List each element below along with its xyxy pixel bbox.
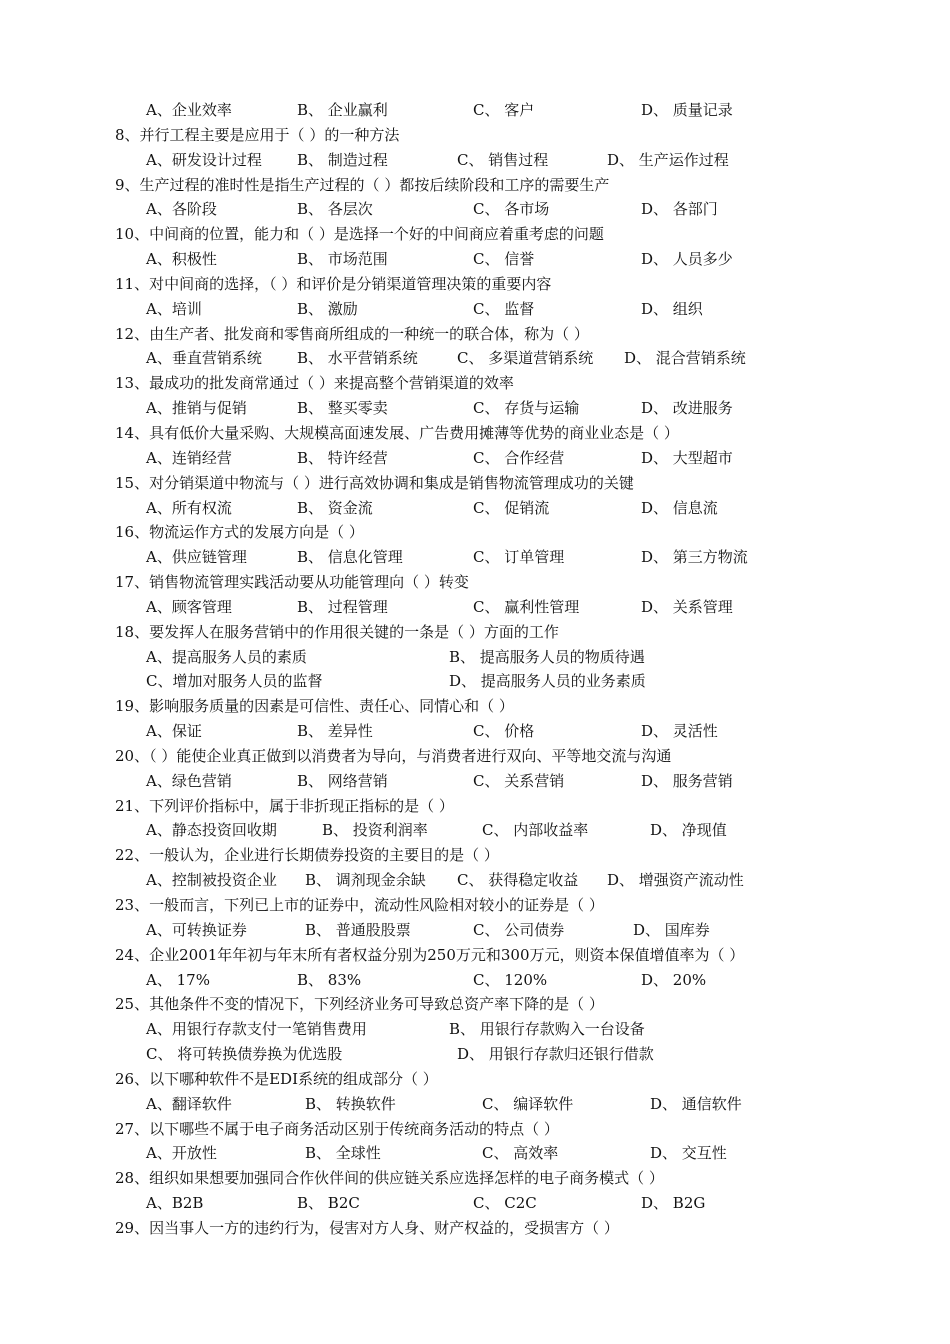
answer-option: C、 编译软件	[482, 1094, 574, 1113]
answer-option: A、可转换证券	[146, 920, 247, 939]
answer-option: A、研发设计过程	[146, 150, 262, 169]
question-text: 14、具有低价大量采购、大规模高面速发展、广告费用摊薄等优势的商业业态是（ ）	[115, 423, 679, 442]
options-row	[0, 446, 950, 471]
answer-option: C、 存货与运输	[473, 399, 580, 418]
answer-option: C、 公司债券	[473, 920, 565, 939]
answer-option: D、 生产运作过程	[607, 150, 729, 169]
answer-option: B、 提高服务人员的物质待遇	[449, 647, 645, 666]
options-row	[0, 1092, 950, 1117]
answer-option: C、 各市场	[473, 200, 550, 219]
answer-option: B、 普通股股票	[305, 920, 411, 939]
answer-option: A、培训	[146, 299, 202, 318]
question-text: 26、以下哪种软件不是EDI系统的组成部分（ ）	[115, 1069, 438, 1088]
answer-option: D、 灵活性	[641, 722, 718, 741]
answer-option: A、开放性	[146, 1144, 217, 1163]
question-text: 8、并行工程主要是应用于（ ）的一种方法	[115, 125, 400, 144]
question-text: 24、企业2001年年初与年末所有者权益分别为250万元和300万元，则资本保值增值率为（ ）	[115, 945, 745, 964]
answer-option: D、 质量记录	[641, 101, 733, 119]
answer-option: C、 订单管理	[473, 548, 565, 567]
answer-option: A、用银行存款支付一笔销售费用	[146, 1020, 367, 1039]
answer-option: A、供应链管理	[146, 548, 247, 567]
question-text: 21、下列评价指标中，属于非折现正指标的是（ ）	[115, 796, 454, 815]
answer-option: B、 差异性	[297, 722, 373, 741]
answer-option: C、 高效率	[482, 1144, 559, 1163]
answer-option: B、 转换软件	[305, 1094, 396, 1113]
options-row	[0, 545, 950, 570]
answer-option: D、 各部门	[641, 200, 718, 219]
answer-option: A、所有权流	[146, 498, 232, 517]
question-text: 20、（ ）能使企业真正做到以消费者为导向，与消费者进行双向、平等地交流与沟通	[115, 746, 672, 765]
answer-option: B、 激励	[297, 299, 358, 318]
answer-option: B、 整买零卖	[297, 399, 388, 418]
answer-option: A、提高服务人员的素质	[146, 647, 307, 666]
question-text: 15、对分销渠道中物流与（ ）进行高效协调和集成是销售物流管理成功的关键	[115, 473, 634, 492]
answer-option: D、 20%	[641, 970, 707, 989]
answer-option: D、 信息流	[641, 498, 718, 517]
options-row	[0, 98, 950, 123]
question-text: 23、一般而言，下列已上市的证券中，流动性风险相对较小的证券是（ ）	[115, 896, 604, 914]
options-row	[0, 818, 950, 843]
exam-page	[0, 98, 950, 1241]
answer-option: B、 投资利润率	[322, 821, 428, 840]
answer-option: A、保证	[146, 722, 202, 741]
options-row	[0, 346, 950, 371]
answer-option: B、 各层次	[297, 200, 373, 219]
answer-option: D、 交互性	[650, 1144, 727, 1163]
answer-option: B、 过程管理	[297, 597, 388, 616]
answer-option: B、 信息化管理	[297, 548, 403, 567]
answer-option: D、 组织	[641, 299, 703, 318]
answer-option: C、 C2C	[473, 1194, 537, 1213]
answer-option: B、 制造过程	[297, 150, 388, 169]
answer-option: B、 用银行存款购入一台设备	[449, 1020, 645, 1039]
answer-option: A、垂直营销系统	[146, 349, 262, 368]
options-row	[0, 669, 950, 694]
question-text: 27、以下哪些不属于电子商务活动区别于传统商务活动的特点（ ）	[115, 1119, 559, 1138]
options-row	[0, 645, 950, 670]
question-text: 11、对中间商的选择，（ ）和评价是分销渠道管理决策的重要内容	[115, 274, 552, 293]
answer-option: B、 全球性	[305, 1144, 381, 1163]
options-row	[0, 968, 950, 993]
answer-option: A、连销经营	[146, 448, 232, 467]
options-row	[0, 496, 950, 521]
answer-option: C、 销售过程	[457, 150, 549, 169]
answer-option: C、 合作经营	[473, 448, 565, 467]
answer-option: A、B2B	[146, 1194, 204, 1213]
answer-option: A、 17%	[146, 970, 210, 989]
options-row	[0, 719, 950, 744]
question-text: 25、其他条件不变的情况下，下列经济业务可导致总资产率下降的是（ ）	[115, 995, 604, 1014]
answer-option: D、 国库券	[633, 920, 710, 939]
answer-option: A、控制被投资企业	[146, 871, 277, 890]
answer-option: A、各阶段	[146, 200, 217, 219]
answer-option: D、 第三方物流	[641, 548, 748, 567]
question-text: 29、因当事人一方的违约行为，侵害对方人身、财产权益的，受损害方（ ）	[115, 1218, 619, 1237]
options-row	[0, 148, 950, 173]
answer-option: B、 资金流	[297, 498, 373, 517]
answer-option: D、 增强资产流动性	[607, 871, 744, 890]
answer-option: D、 用银行存款归还银行借款	[457, 1045, 654, 1064]
options-row	[0, 868, 950, 893]
answer-option: C、 获得稳定收益	[457, 871, 579, 890]
answer-option: A、推销与促销	[146, 399, 247, 418]
options-row	[0, 247, 950, 272]
answer-option: C、 内部收益率	[482, 821, 589, 840]
question-text: 19、影响服务质量的因素是可信性、责任心、同情心和（ ）	[115, 697, 514, 716]
answer-option: B、 水平营销系统	[297, 349, 418, 368]
answer-option: D、 人员多少	[641, 250, 733, 269]
answer-option: D、 混合营销系统	[624, 349, 746, 368]
answer-option: D、 服务营销	[641, 771, 733, 790]
options-row	[0, 197, 950, 222]
answer-option: C、 关系营销	[473, 771, 565, 790]
answer-option: A、积极性	[146, 250, 217, 269]
answer-option: B、 调剂现金余缺	[305, 871, 426, 890]
options-row	[0, 1191, 950, 1216]
options-row	[0, 769, 950, 794]
answer-option: D、 关系管理	[641, 597, 733, 616]
options-row	[0, 1042, 950, 1067]
answer-option: C、 信誉	[473, 250, 535, 269]
answer-option: B、 B2C	[297, 1194, 360, 1213]
answer-option: D、 通信软件	[650, 1094, 742, 1113]
question-text: 18、要发挥人在服务营销中的作用很关键的一条是（ ）方面的工作	[115, 622, 559, 641]
answer-option: A、翻译软件	[146, 1094, 232, 1113]
question-text: 16、物流运作方式的发展方向是（ ）	[115, 523, 364, 542]
answer-option: D、 改进服务	[641, 399, 733, 418]
answer-option: D、 大型超市	[641, 448, 733, 467]
options-row	[0, 396, 950, 421]
answer-option: B、 网络营销	[297, 771, 388, 790]
options-row	[0, 918, 950, 943]
question-text: 22、一般认为，企业进行长期债券投资的主要目的是（ ）	[115, 846, 499, 865]
options-row	[0, 297, 950, 322]
answer-option: C、 120%	[473, 970, 548, 989]
options-row	[0, 595, 950, 620]
question-text: 12、由生产者、批发商和零售商所组成的一种统一的联合体，称为（ ）	[115, 324, 589, 343]
answer-option: C、 促销流	[473, 498, 550, 517]
answer-option: A、静态投资回收期	[146, 821, 277, 840]
answer-option: C、增加对服务人员的监督	[146, 672, 323, 691]
answer-option: D、 B2G	[641, 1194, 706, 1213]
question-text: 17、销售物流管理实践活动要从功能管理向（ ）转变	[115, 573, 469, 592]
question-text: 28、组织如果想要加强同合作伙伴间的供应链关系应选择怎样的电子商务模式（ ）	[115, 1169, 664, 1188]
question-text: 9、生产过程的准时性是指生产过程的（ ）都按后续阶段和工序的需要生产	[115, 175, 610, 194]
answer-option: C、 将可转换债券换为优选股	[146, 1045, 343, 1064]
options-row	[0, 1141, 950, 1166]
answer-option: C、 客户	[473, 101, 535, 119]
answer-option: D、 净现值	[650, 821, 727, 840]
options-row	[0, 1017, 950, 1042]
answer-option: C、 赢利性管理	[473, 597, 580, 616]
answer-option: A、顾客管理	[146, 597, 232, 616]
answer-option: A、绿色营销	[146, 771, 232, 790]
answer-option: B、 83%	[297, 970, 362, 989]
answer-option: C、 多渠道营销系统	[457, 349, 594, 368]
answer-option: A、企业效率	[146, 101, 232, 119]
answer-option: B、 企业赢利	[297, 101, 388, 119]
answer-option: C、 监督	[473, 299, 535, 318]
answer-option: C、 价格	[473, 722, 535, 741]
answer-option: B、 市场范围	[297, 250, 388, 269]
answer-option: B、 特许经营	[297, 448, 388, 467]
answer-option: D、 提高服务人员的业务素质	[449, 672, 646, 691]
question-text: 13、最成功的批发商常通过（ ）来提高整个营销渠道的效率	[115, 374, 514, 393]
question-text: 10、中间商的位置，能力和（ ）是选择一个好的中间商应着重考虑的问题	[115, 225, 604, 244]
